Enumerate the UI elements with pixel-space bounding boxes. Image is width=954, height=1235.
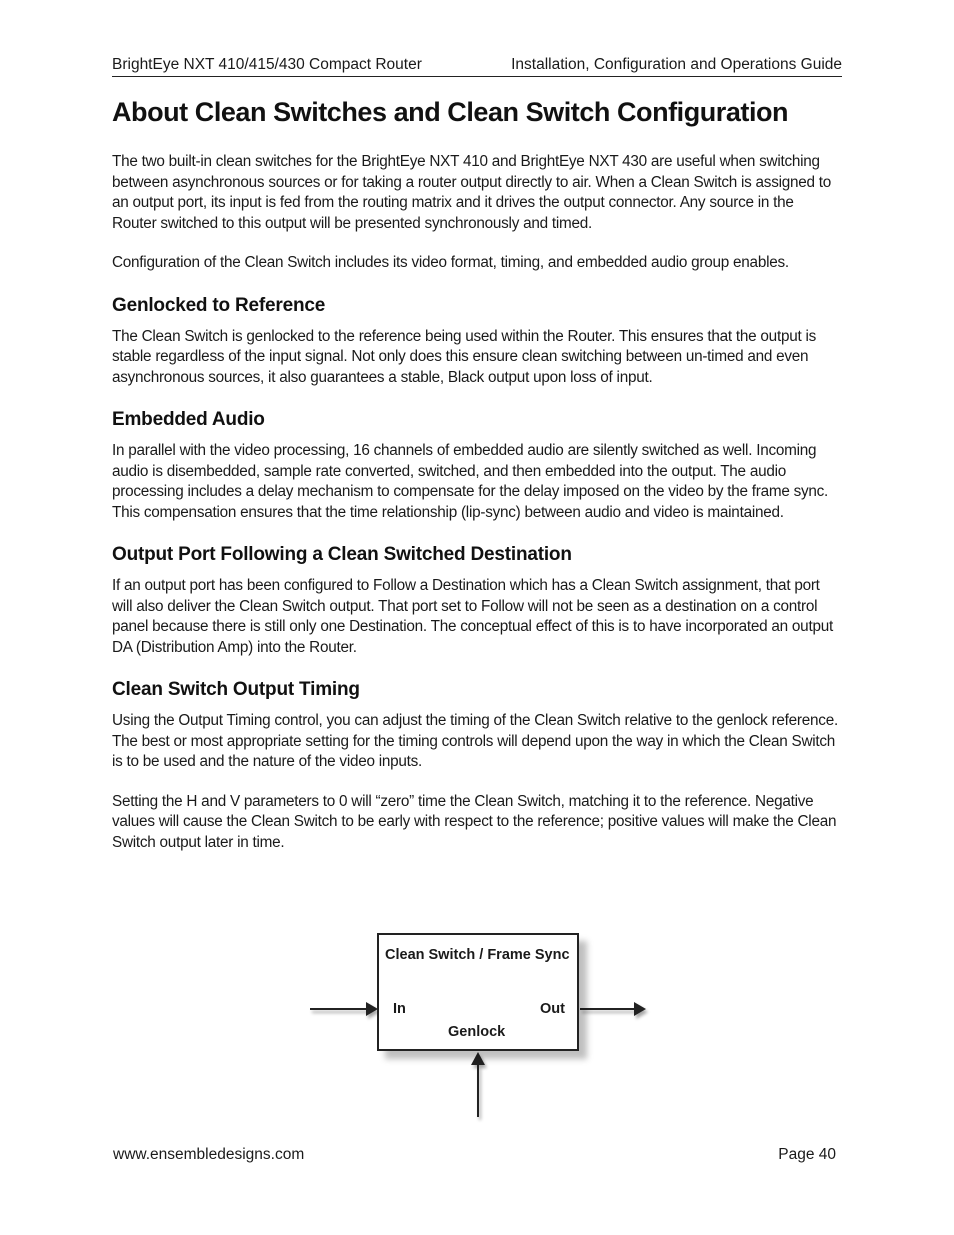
footer-website: www.ensembledesigns.com (113, 1146, 305, 1163)
genlock-label: Genlock (448, 1024, 506, 1040)
section-output-timing-paragraph-2: Setting the H and V parameters to 0 will “zero” time the Clean Switch, matching it to the reference. Negative values will cause the Clean Switch to be early with respect to the reference; positive values will make the Clean Switch output later in time. (112, 792, 837, 851)
section-heading-embedded-audio: Embedded Audio (112, 409, 265, 430)
section-output-port-paragraph: If an output port has been configured to Follow a Destination which has a Clean Switch assignment, that port will also deliver the Clean Switch output. That port set to Follow will not be seen as a destination on a control panel because there is still only one Destination. The conceptual effect of this is to have incorporated an output DA (Distribution Amp) into the Router. (112, 577, 833, 656)
genlock-arrow-head (471, 1052, 485, 1065)
page-header (112, 54, 842, 77)
header-guide-title: Installation, Configuration and Operations Guide (511, 56, 842, 73)
footer-page-number: Page 40 (778, 1146, 836, 1163)
page-content (112, 92, 840, 853)
section-heading-output-port: Output Port Following a Clean Switched Destination (112, 544, 572, 565)
intro-paragraph-2: Configuration of the Clean Switch includes its video format, timing, and embedded audio group enables. (112, 254, 789, 271)
section-heading-output-timing: Clean Switch Output Timing (112, 679, 360, 700)
output-arrow-head (634, 1002, 646, 1016)
frame-sync-box-title: Clean Switch / Frame Sync (385, 947, 570, 963)
header-product-name: BrightEye NXT 410/415/430 Compact Router (112, 56, 422, 73)
clean-switch-diagram (300, 925, 660, 1130)
input-label: In (393, 1001, 406, 1017)
frame-sync-box (377, 933, 579, 1051)
page-title: About Clean Switches and Clean Switch Configuration (112, 97, 789, 127)
section-embedded-audio-paragraph: In parallel with the video processing, 16 channels of embedded audio are silently switched as well. Incoming audio is disembedded, sample rate converted, switched, and then embedded into the output. The audio processing includes a delay mechanism to compensate for the delay imposed on the video by the frame sync. This compensation ensures that the time relationship (lip-sync) between audio and video is maintained. (112, 442, 829, 521)
section-heading-genlocked: Genlocked to Reference (112, 294, 326, 316)
section-genlocked-paragraph: The Clean Switch is genlocked to the reference being used within the Router. This ensures that the output is stable regardless of the input signal. Not only does this ensure clean switching between un-timed and even asynchronous sources, it also guarantees a stable, Black output upon loss of input. (112, 327, 817, 386)
section-output-timing-paragraph-1: Using the Output Timing control, you can adjust the timing of the Clean Switch relative to the genlock reference. The best or most appropriate setting for the timing controls will depend upon the way in which the Clean Switch is to be used and the nature of the video inputs. (112, 712, 838, 770)
intro-paragraph-1: The two built-in clean switches for the BrightEye NXT 410 and BrightEye NXT 430 are useful when switching between asynchronous sources or for taking a router output directly to air. When a Clean Switch is assigned to an output port, its input is fed from the routing matrix and it drives the output connector. Any source in the Router switched to this output will be presented synchronously and timed. (112, 153, 832, 232)
output-label: Out (540, 1001, 565, 1017)
